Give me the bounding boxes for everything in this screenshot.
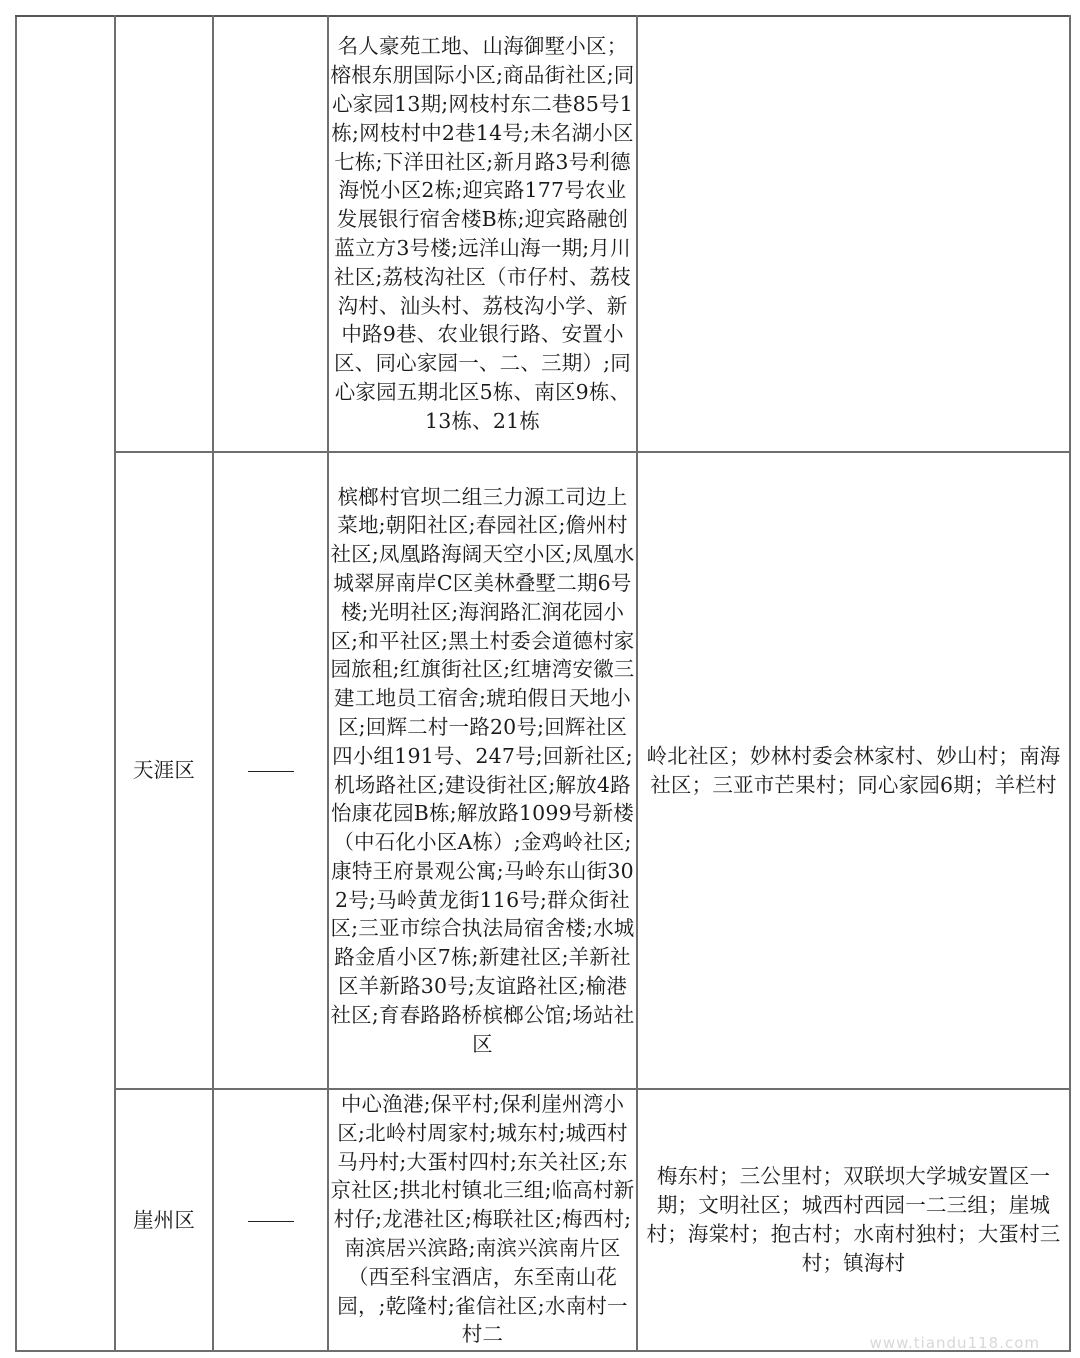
dash-cell bbox=[213, 16, 328, 452]
areas-cell: 槟榔村官坝二组三力源工司边上菜地;朝阳社区;春园社区;儋州村社区;凤凰路海阔天空小区;凤凰水城翠屏南岸C区美林叠墅二期6号楼;光明社区;海润路汇润花园小区;和平社区;黑土村委会道德村家园旅租;红旗街社区;红塘湾安徽三建工地员工宿舍;琥珀假日天地小区;回辉二村一路20号;回辉社区四小组191号、247号;回新社区;机场路社区;建设街社区;解放4路怡康花园B栋;解放路1099号新楼（中石化小区A栋）;金鸡岭社区;康特王府景观公寓;马岭东山街302号;马岭黄龙街116号;群众街社区;三亚市综合执法局宿舍楼;水城路金盾小区7栋;新建社区;羊新社区羊新路30号;友谊路社区;榆港社区;育春路路桥槟榔公馆;场站社区 bbox=[328, 452, 637, 1089]
other-areas-cell: 岭北社区；妙林村委会林家村、妙山村；南海社区；三亚市芒果村；同心家园6期；羊栏村 bbox=[637, 452, 1070, 1089]
other-areas-cell bbox=[637, 16, 1070, 452]
table-row bbox=[16, 452, 1070, 1089]
city-cell bbox=[16, 16, 115, 1351]
table-row bbox=[16, 1089, 1070, 1351]
area-list-table bbox=[15, 15, 1071, 1352]
areas-cell: 名人豪苑工地、山海御墅小区；榕根东朋国际小区;商品街社区;同心家园13期;网枝村东二巷85号1栋;网枝村中2巷14号;未名湖小区七栋;下洋田社区;新月路3号利德海悦小区2栋;迎宾路177号农业发展银行宿舍楼B栋;迎宾路融创蓝立方3号楼;远洋山海一期;月川社区;荔枝沟社区（市仔村、荔枝沟村、汕头村、荔枝沟小学、新中路9巷、农业银行路、安置小区、同心家园一、二、三期）;同心家园五期北区5栋、南区9栋、13栋、21栋 bbox=[328, 16, 637, 452]
dash-cell bbox=[213, 452, 328, 1089]
areas-cell: 中心渔港;保平村;保利崖州湾小区;北岭村周家村;城东村;城西村马丹村;大蛋村四村;东关社区;东京社区;拱北村镇北三组;临高村新村仔;龙港社区;梅联社区;梅西村;南滨居兴滨路;南滨兴滨南片区（西至科宝酒店，东至南山花园，;乾隆村;雀信社区;水南村一村二 bbox=[328, 1089, 637, 1351]
table-row bbox=[16, 16, 1070, 452]
other-areas-cell: 梅东村；三公里村；双联坝大学城安置区一期；文明社区；城西村西园一二三组；崖城村；海棠村；抱古村；水南村独村；大蛋村三村；镇海村 bbox=[637, 1089, 1070, 1351]
district-cell: 天涯区 bbox=[115, 452, 213, 1089]
district-cell: 崖州区 bbox=[115, 1089, 213, 1351]
dash-line bbox=[248, 771, 294, 772]
dash-cell bbox=[213, 1089, 328, 1351]
watermark: www.tiandu118.com bbox=[869, 1334, 1040, 1352]
dash-line bbox=[248, 1221, 294, 1222]
district-cell bbox=[115, 16, 213, 452]
